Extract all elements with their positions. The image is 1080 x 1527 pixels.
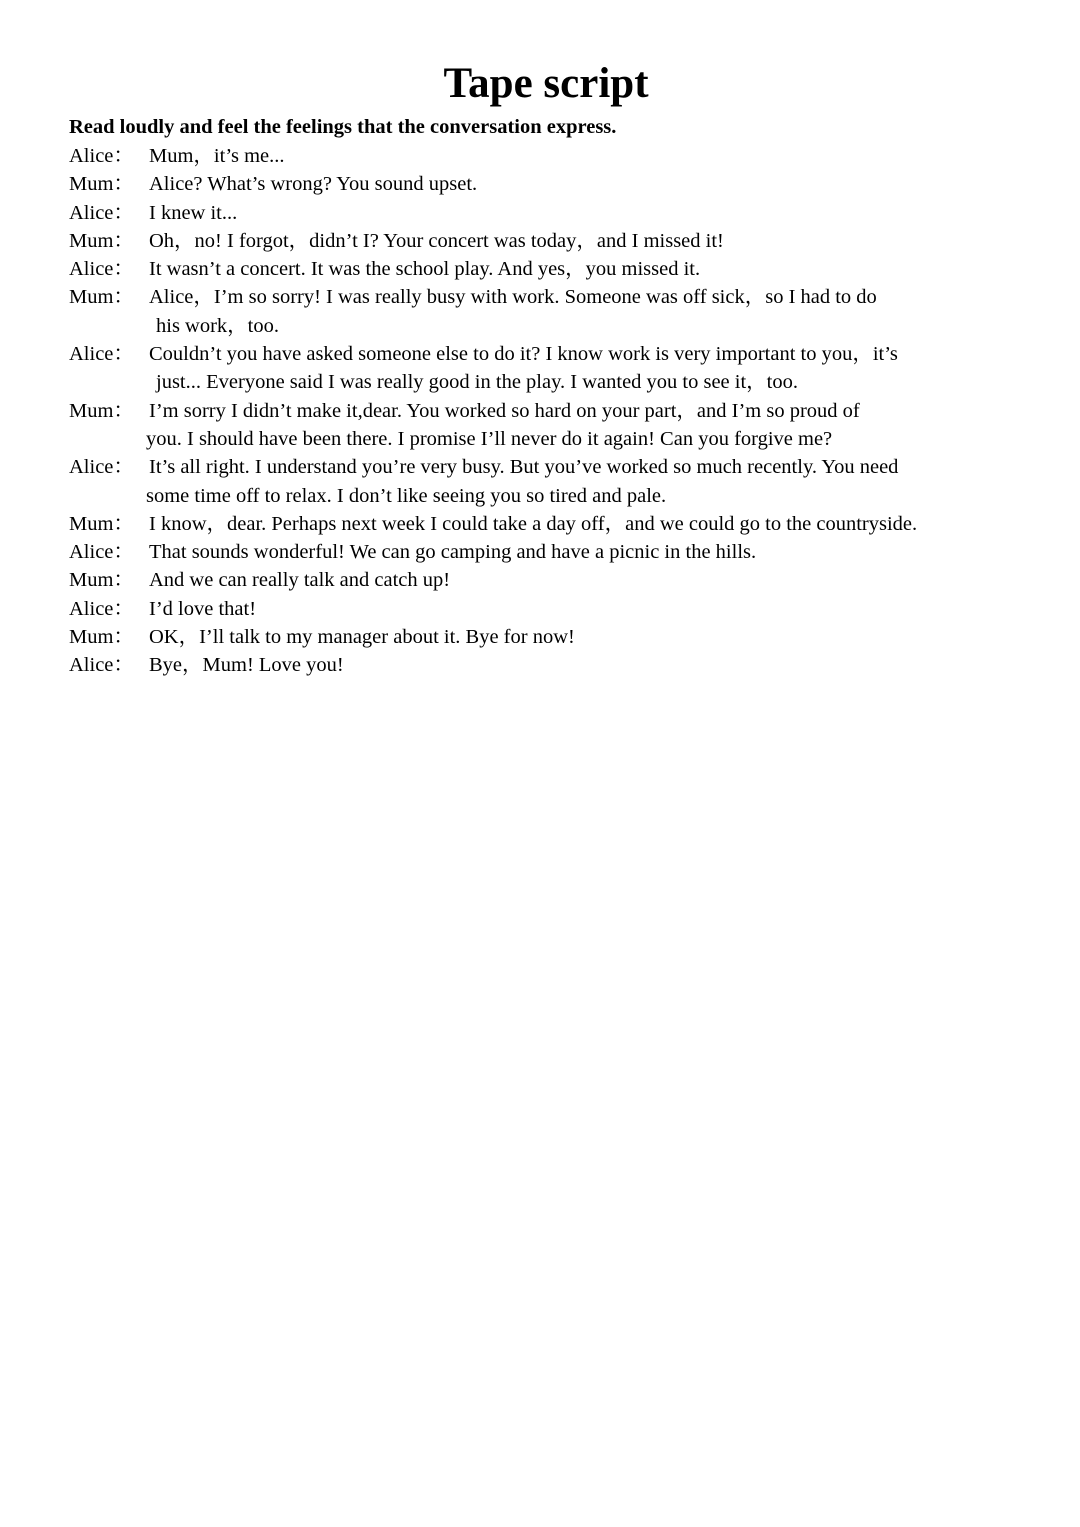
dialogue-line (69, 170, 1029, 198)
speaker-name: Mum： (69, 399, 134, 422)
speaker-name: Mum： (69, 569, 134, 592)
line-text: I’d love that! (149, 597, 257, 620)
line-text: I’m sorry I didn’t make it,dear. You worked so hard on your part，and I’m so proud of (149, 399, 860, 422)
line-text: Alice? What’s wrong? You sound upset. (149, 173, 478, 196)
line-text: Bye，Mum! Love you! (149, 654, 344, 677)
line-text: I knew it... (149, 201, 238, 224)
speaker-name: Alice： (69, 654, 134, 677)
line-text: Alice，I’m so sorry! I was really busy with work. Someone was off sick，so I had to do (149, 286, 877, 309)
line-text: I know，dear. Perhaps next week I could take a day off，and we could go to the countryside. (149, 512, 918, 535)
speaker-name: Alice： (69, 597, 134, 620)
dialogue-line (69, 199, 1029, 227)
speaker-name: Mum： (69, 286, 134, 309)
line-text: And we can really talk and catch up! (149, 569, 451, 592)
dialogue-line (69, 283, 1029, 340)
page-title: Tape script (443, 60, 649, 107)
speaker-name: Alice： (69, 541, 134, 564)
dialogue-line (69, 651, 1029, 679)
line-text: Oh，no! I forgot，didn’t I? Your concert was today，and I missed it! (149, 229, 724, 252)
line-continuation: you. I should have been there. I promise I’ll never do it again! Can you forgive me? (146, 427, 833, 450)
dialogue-line (69, 510, 1029, 538)
line-text: It’s all right. I understand you’re very busy. But you’ve worked so much recently. You need (149, 456, 899, 479)
speaker-name: Alice： (69, 343, 134, 366)
speaker-name: Alice： (69, 456, 134, 479)
speaker-name: Alice： (69, 258, 134, 281)
dialogue-line (69, 538, 1029, 566)
line-text: That sounds wonderful! We can go camping and have a picnic in the hills. (149, 541, 757, 564)
dialogue (69, 142, 1029, 680)
dialogue-line (69, 227, 1029, 255)
dialogue-line (69, 340, 1029, 397)
dialogue-line (69, 623, 1029, 651)
dialogue-line (69, 255, 1029, 283)
dialogue-line (69, 595, 1029, 623)
dialogue-line (69, 566, 1029, 594)
dialogue-line (69, 397, 1029, 454)
speaker-name: Mum： (69, 173, 134, 196)
speaker-name: Alice： (69, 201, 134, 224)
speaker-name: Mum： (69, 626, 134, 649)
line-text: It wasn’t a concert. It was the school play. And yes，you missed it. (149, 258, 701, 281)
dialogue-line (69, 453, 1029, 510)
line-text: Couldn’t you have asked someone else to do it? I know work is very important to you，it’s (149, 343, 898, 366)
instruction-text: Read loudly and feel the feelings that the conversation express. (69, 116, 617, 138)
speaker-name: Alice： (69, 145, 134, 167)
line-continuation: his work，too. (156, 314, 279, 337)
speaker-name: Mum： (69, 229, 134, 252)
line-text: Mum，it’s me... (149, 145, 285, 167)
dialogue-line (69, 142, 1029, 170)
line-continuation: some time off to relax. I don’t like seeing you so tired and pale. (146, 484, 667, 507)
speaker-name: Mum： (69, 512, 134, 535)
line-continuation: just... Everyone said I was really good in the play. I wanted you to see it，too. (156, 371, 798, 394)
line-text: OK，I’ll talk to my manager about it. Bye for now! (149, 626, 575, 649)
